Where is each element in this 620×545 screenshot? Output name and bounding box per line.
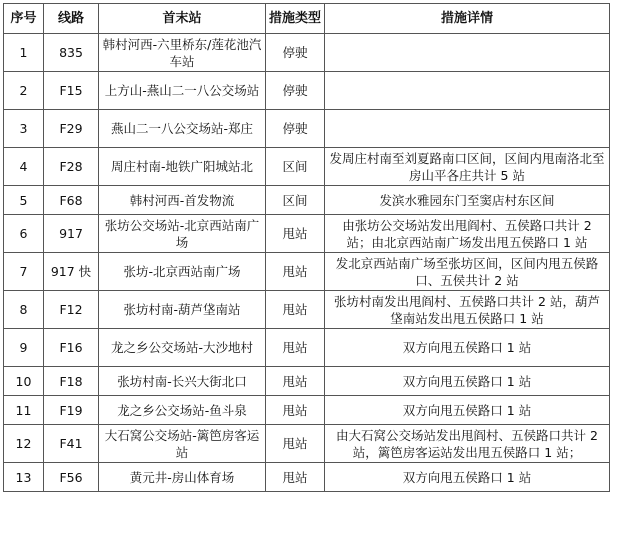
cell-route: F41	[44, 425, 99, 463]
cell-route: F28	[44, 148, 99, 186]
cell-detail	[325, 72, 610, 110]
cell-type: 甩站	[266, 329, 325, 367]
cell-seq: 10	[4, 367, 44, 396]
cell-detail: 发周庄村南至刘夏路南口区间，区间内甩南洛北至房山平各庄共计 5 站	[325, 148, 610, 186]
cell-detail: 由大石窝公交场站发出甩阎村、五侯路口共计 2 站，篱笆房客运站发出甩五侯路口 1 站；	[325, 425, 610, 463]
cell-route: F16	[44, 329, 99, 367]
cell-route: 835	[44, 34, 99, 72]
cell-detail: 双方向甩五侯路口 1 站	[325, 367, 610, 396]
table-row	[4, 72, 610, 110]
cell-route: 917 快	[44, 253, 99, 291]
cell-stations: 韩村河西-六里桥东/莲花池汽车站	[99, 34, 266, 72]
cell-type: 甩站	[266, 425, 325, 463]
cell-seq: 5	[4, 186, 44, 215]
cell-seq: 11	[4, 396, 44, 425]
table-body	[4, 34, 610, 492]
table-row	[4, 148, 610, 186]
cell-route: F19	[44, 396, 99, 425]
table-row	[4, 396, 610, 425]
cell-stations: 张坊公交场站-北京西站南广场	[99, 215, 266, 253]
cell-detail	[325, 110, 610, 148]
cell-type: 甩站	[266, 291, 325, 329]
cell-type: 甩站	[266, 253, 325, 291]
cell-stations: 周庄村南-地铁广阳城站北	[99, 148, 266, 186]
cell-type: 甩站	[266, 367, 325, 396]
cell-stations: 大石窝公交场站-篱笆房客运站	[99, 425, 266, 463]
table-row	[4, 253, 610, 291]
cell-type: 甩站	[266, 463, 325, 492]
cell-seq: 1	[4, 34, 44, 72]
cell-seq: 12	[4, 425, 44, 463]
cell-detail: 由张坊公交场站发出甩阎村、五侯路口共计 2 站；由北京西站南广场发出甩五侯路口 1 站	[325, 215, 610, 253]
cell-type: 停驶	[266, 72, 325, 110]
table-row	[4, 367, 610, 396]
cell-route: F56	[44, 463, 99, 492]
table-row	[4, 291, 610, 329]
cell-type: 区间	[266, 186, 325, 215]
cell-type: 区间	[266, 148, 325, 186]
cell-stations: 张坊村南-葫芦垡南站	[99, 291, 266, 329]
measures-table	[3, 3, 610, 492]
cell-seq: 13	[4, 463, 44, 492]
table-row	[4, 463, 610, 492]
cell-detail	[325, 34, 610, 72]
cell-route: F12	[44, 291, 99, 329]
cell-detail: 发滨水雅园东门至窦店村东区间	[325, 186, 610, 215]
cell-stations: 张坊-北京西站南广场	[99, 253, 266, 291]
cell-seq: 3	[4, 110, 44, 148]
cell-stations: 黄元井-房山体育场	[99, 463, 266, 492]
cell-type: 停驶	[266, 34, 325, 72]
cell-seq: 6	[4, 215, 44, 253]
cell-route: F18	[44, 367, 99, 396]
cell-type: 停驶	[266, 110, 325, 148]
table-row	[4, 215, 610, 253]
cell-route: F68	[44, 186, 99, 215]
cell-type: 甩站	[266, 215, 325, 253]
cell-detail: 双方向甩五侯路口 1 站	[325, 396, 610, 425]
table-row	[4, 329, 610, 367]
cell-seq: 9	[4, 329, 44, 367]
header-seq: 序号	[4, 4, 44, 34]
cell-stations: 龙之乡公交场站-大沙地村	[99, 329, 266, 367]
cell-route: F29	[44, 110, 99, 148]
table-row	[4, 186, 610, 215]
cell-seq: 2	[4, 72, 44, 110]
cell-stations: 燕山二一八公交场站-郑庄	[99, 110, 266, 148]
cell-stations: 张坊村南-长兴大街北口	[99, 367, 266, 396]
cell-detail: 双方向甩五侯路口 1 站	[325, 463, 610, 492]
header-detail: 措施详情	[325, 4, 610, 34]
cell-detail: 双方向甩五侯路口 1 站	[325, 329, 610, 367]
cell-seq: 7	[4, 253, 44, 291]
table-row	[4, 34, 610, 72]
table-row	[4, 110, 610, 148]
cell-stations: 上方山-燕山二一八公交场站	[99, 72, 266, 110]
cell-route: F15	[44, 72, 99, 110]
cell-type: 甩站	[266, 396, 325, 425]
cell-stations: 龙之乡公交场站-鱼斗泉	[99, 396, 266, 425]
header-route: 线路	[44, 4, 99, 34]
header-type: 措施类型	[266, 4, 325, 34]
cell-seq: 8	[4, 291, 44, 329]
cell-route: 917	[44, 215, 99, 253]
header-stations: 首末站	[99, 4, 266, 34]
cell-stations: 韩村河西-首发物流	[99, 186, 266, 215]
cell-detail: 张坊村南发出甩阎村、五侯路口共计 2 站，葫芦垡南站发出甩五侯路口 1 站	[325, 291, 610, 329]
table-header-row	[4, 4, 610, 34]
cell-detail: 发北京西站南广场至张坊区间，区间内甩五侯路口、五侯共计 2 站	[325, 253, 610, 291]
cell-seq: 4	[4, 148, 44, 186]
table-row	[4, 425, 610, 463]
